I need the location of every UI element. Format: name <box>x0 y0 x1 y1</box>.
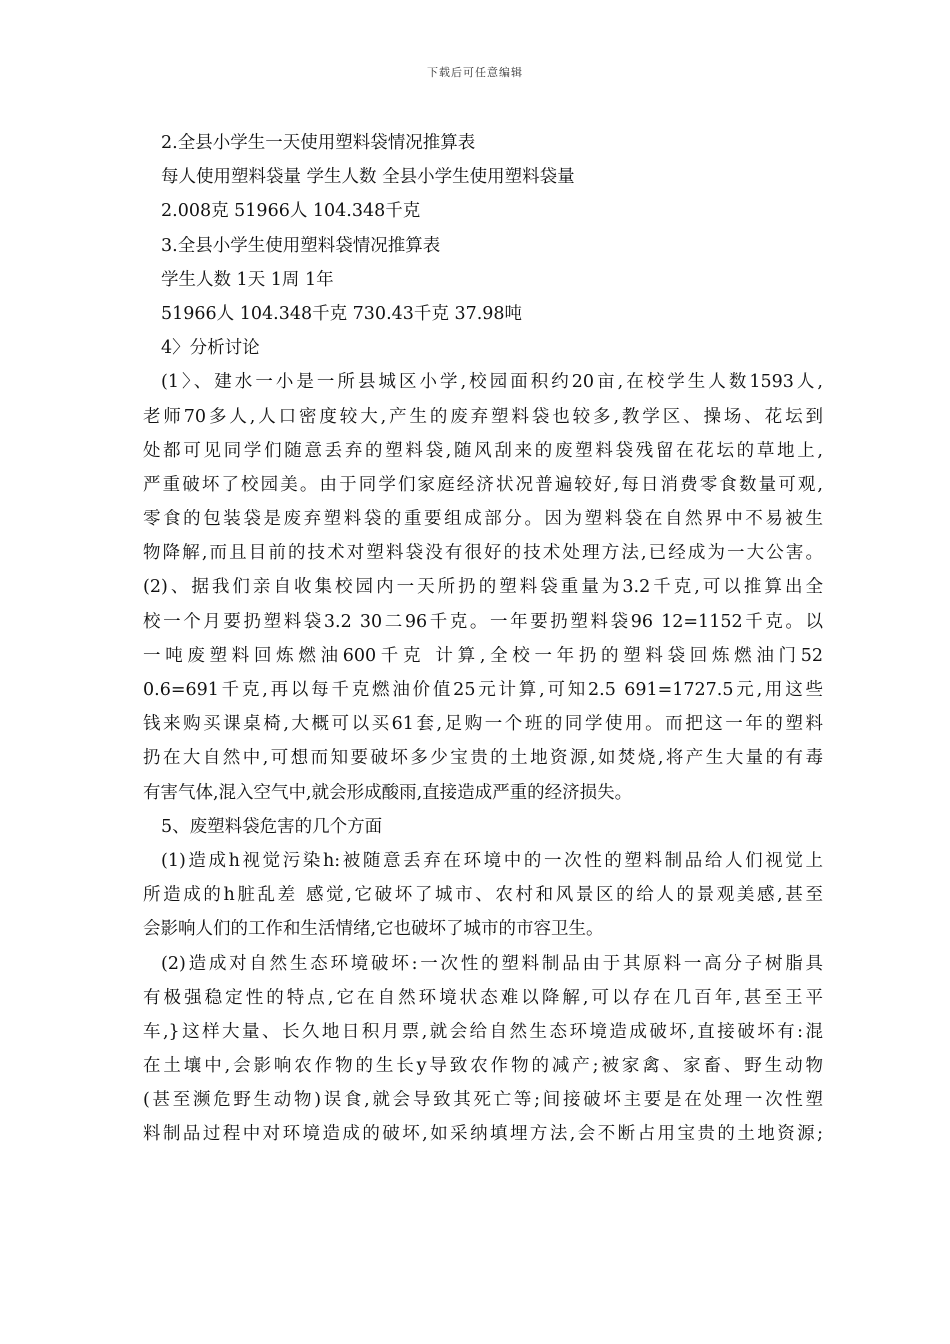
paragraph-line: 严重破坏了校园美。由于同学们家庭经济状况普遍较好,每日消费零食数量可观, <box>143 474 823 495</box>
page-header: 下载后可任意编辑 <box>427 66 523 79</box>
paragraph-line: 老师70多人,人口密度较大,产生的废弃塑料袋也较多,教学区、操场、花坛到 <box>143 406 823 427</box>
table-caption-2: 3.全县小学生使用塑料袋情况推算表 <box>161 235 441 256</box>
section-heading-analysis: 4〉分析讨论 <box>161 338 260 359</box>
paragraph-line: 有极强稳定性的特点,它在自然环境状态难以降解,可以存在几百年,甚至王平 <box>143 987 823 1008</box>
document-body <box>143 126 823 1152</box>
table-data-row-1: 2.008克 51966人 104.348千克 <box>161 201 421 222</box>
table-header-row-2: 学生人数 1天 1周 1年 <box>161 269 334 290</box>
paragraph-line: (甚至濒危野生动物)误食,就会导致其死亡等;间接破坏主要是在处理一次性塑 <box>143 1090 823 1111</box>
paragraph-line: (1)造成h视觉污染h:被随意丢弃在环境中的一次性的塑料制品给人们视觉上 <box>161 850 823 871</box>
paragraph-line: (1〉、建水一小是一所县城区小学,校园面积约20亩,在校学生人数1593人, <box>161 372 823 393</box>
paragraph-line: (2)、据我们亲自收集校园内一天所扔的塑料袋重量为3.2千克,可以推算出全 <box>143 577 823 598</box>
table-data-row-2: 51966人 104.348千克 730.43千克 37.98吨 <box>161 303 523 324</box>
paragraph-line: 料制品过程中对环境造成的破坏,如采纳填埋方法,会不断占用宝贵的土地资源; <box>143 1124 823 1145</box>
paragraph-line: 会影响人们的工作和生活情绪,它也破坏了城市的市容卫生。 <box>143 919 604 940</box>
paragraph-line: (2)造成对自然生态环境破坏:一次性的塑料制品由于其原料一高分子树脂具 <box>161 953 823 974</box>
table-header-row-1: 每人使用塑料袋量 学生人数 全县小学生使用塑料袋量 <box>161 167 575 188</box>
table-caption-1: 2.全县小学生一天使用塑料袋情况推算表 <box>161 133 476 153</box>
paragraph-line: 校一个月要扔塑料袋3.2 30二96千克。一年要扔塑料袋96 12=1152千克。以 <box>143 611 823 632</box>
paragraph-line: 处都可见同学们随意丢弃的塑料袋,随风刮来的废塑料袋残留在花坛的草地上, <box>143 440 823 461</box>
paragraph-line: 在土壤中,会影响农作物的生长y导致农作物的减产;被家禽、家畜、野生动物 <box>143 1056 823 1077</box>
paragraph-line: 0.6=691千克,再以每千克燃油价值25元计算,可知2.5 691=1727.5元,用这些 <box>143 680 823 700</box>
paragraph-line: 扔在大自然中,可想而知要破坏多少宝贵的土地资源,如焚烧,将产生大量的有毒 <box>143 748 823 769</box>
paragraph-line: 零食的包装袋是废弃塑料袋的重要组成部分。因为塑料袋在自然界中不易被生 <box>143 509 823 530</box>
paragraph-line: 所造成的h脏乱差 感觉,它破坏了城市、农村和风景区的给人的景观美感,甚至 <box>143 885 823 906</box>
paragraph-line: 钱来购买课桌椅,大概可以买61套,足购一个班的同学使用。而把这一年的塑料 <box>143 714 823 735</box>
paragraph-line: 一吨废塑料回炼燃油600千克 计算,全校一年扔的塑料袋回炼燃油门52 <box>143 645 823 666</box>
section-heading-hazards: 5、废塑料袋危害的几个方面 <box>161 816 383 837</box>
paragraph-line: 有害气体,混入空气中,就会形成酸雨,直接造成严重的经济损失。 <box>143 782 633 803</box>
paragraph-line: 车,}这样大量、长久地日积月票,就会给自然生态环境造成破坏,直接破坏有:混 <box>143 1021 823 1042</box>
paragraph-line: 物降解,而且目前的技术对塑料袋没有很好的技术处理方法,已经成为一大公害。 <box>143 543 823 564</box>
